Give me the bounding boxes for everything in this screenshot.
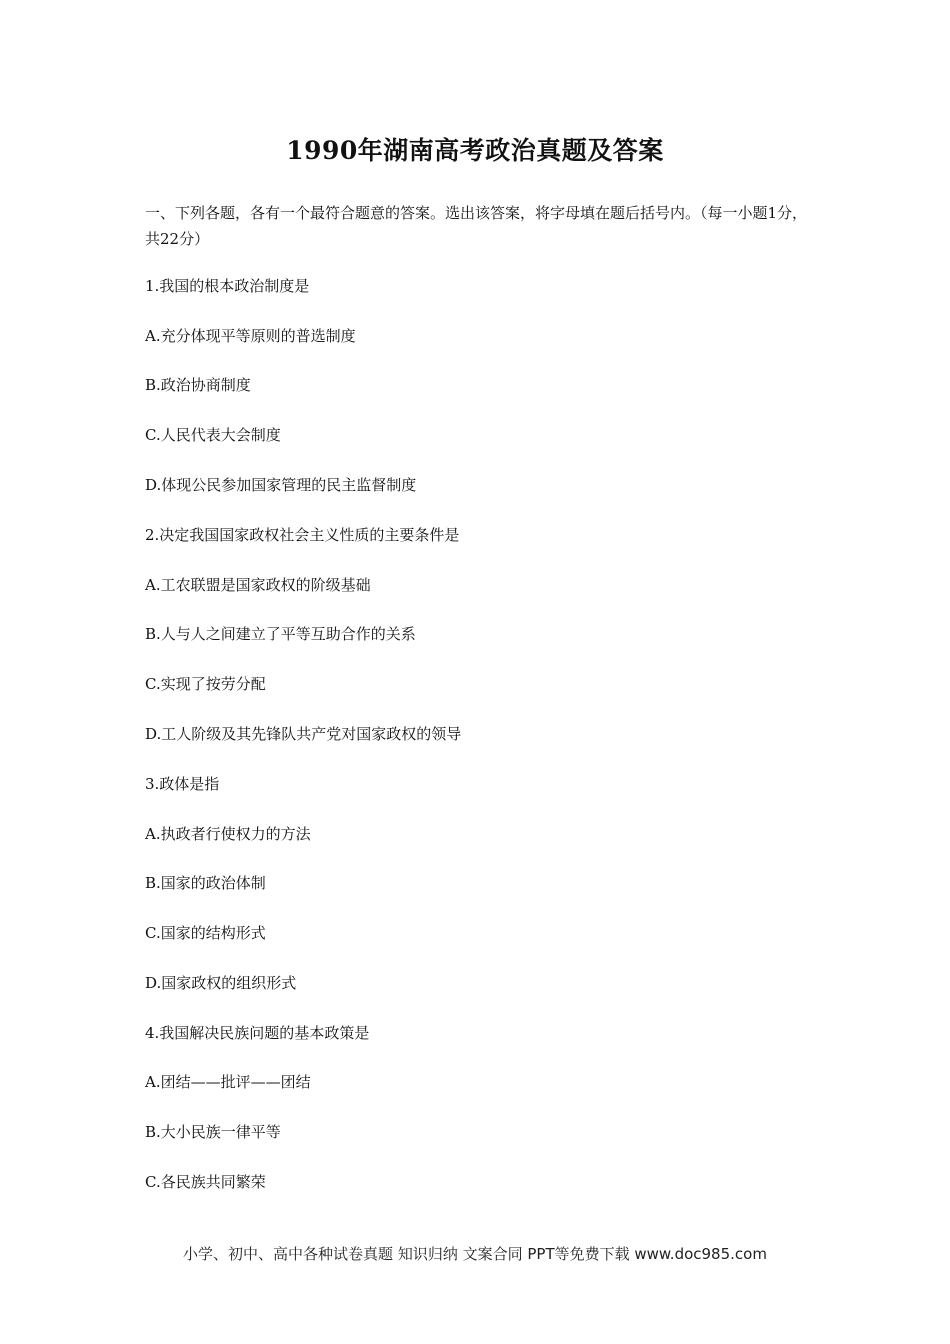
question-line: 1.我国的根本政治制度是 <box>145 277 310 295</box>
option-line: B.国家的政治体制 <box>145 874 266 892</box>
option-line: A.团结——批评——团结 <box>145 1073 311 1091</box>
question-line: 3.政体是指 <box>145 775 220 793</box>
option-line: A.工农联盟是国家政权的阶级基础 <box>145 576 371 594</box>
footer-note: 小学、初中、高中各种试卷真题 知识归纳 文案合同 PPT等免费下载 www.doc985.com <box>183 1245 767 1263</box>
option-line: A.执政者行使权力的方法 <box>145 825 311 843</box>
section-heading: 一、下列各题，各有一个最符合题意的答案。选出该答案，将字母填在题后括号内。（每一小题1分，共22分） <box>145 204 808 248</box>
question-line: 4.我国解决民族问题的基本政策是 <box>145 1024 370 1042</box>
option-line: D.体现公民参加国家管理的民主监督制度 <box>145 476 417 494</box>
option-line: A.充分体现平等原则的普选制度 <box>145 327 356 345</box>
option-line: C.国家的结构形式 <box>145 924 266 942</box>
option-line: D.工人阶级及其先锋队共产党对国家政权的领导 <box>145 725 462 743</box>
page-title: 1990年湖南高考政治真题及答案 <box>286 136 664 165</box>
option-line: C.实现了按劳分配 <box>145 675 266 693</box>
question-line: 2.决定我国国家政权社会主义性质的主要条件是 <box>145 526 460 544</box>
option-line: B.大小民族一律平等 <box>145 1123 281 1141</box>
option-line: C.各民族共同繁荣 <box>145 1173 266 1191</box>
option-line: B.人与人之间建立了平等互助合作的关系 <box>145 625 416 643</box>
option-line: C.人民代表大会制度 <box>145 426 281 444</box>
option-line: B.政治协商制度 <box>145 376 251 394</box>
option-line: D.国家政权的组织形式 <box>145 974 297 992</box>
